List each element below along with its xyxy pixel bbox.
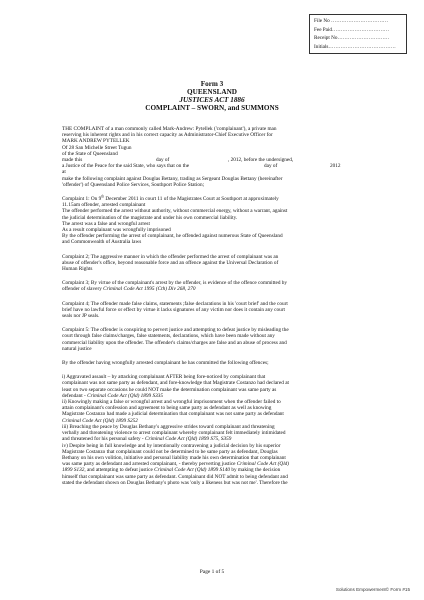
offences-intro: By the offender having wrongfully arrested complainant he has committed the following offences; xyxy=(62,360,269,367)
text-line: stated the defendant shown on Douglas Bethany's photo was 'only a likeness but was not me'. Therefore the xyxy=(62,479,288,486)
intro-paragraph xyxy=(62,126,360,188)
text-line: least on two separate occasions he could NOT make the determination complainant was same party as xyxy=(62,386,277,393)
text-line: iii) Breaching the peace by Douglas Bethany's aggressive strides toward complainant and threatening xyxy=(62,423,275,430)
complainant-address: Of 28 San Michelle Street Tugun xyxy=(62,144,132,151)
statute-citation: 1899 S132, xyxy=(62,467,86,474)
state-heading: QUEENSLAND xyxy=(187,88,237,96)
text-line: Human Rights xyxy=(62,266,93,273)
text-line: THE COMPLAINT of a man commonly called Mark-Andrew: Pytellek ('complainant'), a private man xyxy=(62,126,277,132)
text-line: Bethany on his own volition, initiative and personal liability made his own determination that complainant xyxy=(62,454,286,461)
year-label: 2012 xyxy=(330,163,341,170)
form-number: Form 3 xyxy=(200,80,224,88)
text-line: As a result complainant was wrongfully imprisoned xyxy=(62,227,171,234)
text-line: 1899 S132, and attempting to defeat justice Criminal Code Act (Qld) 1899 S140 by making the decision xyxy=(62,467,281,474)
statute-citation: Criminal Code Act (Qld) 1899 S140 xyxy=(154,467,231,474)
text-line: 'offender') of Queensland Police Services, Southport Police Station; xyxy=(62,181,205,188)
text-line: and threatened for his personal safety - Criminal Code Act (Qld) 1899 S75, S359 xyxy=(62,436,232,443)
document-body xyxy=(62,126,360,486)
offence-item xyxy=(62,374,360,399)
text-line: Complaint 3; By virtue of the complainant's arrest by the offender, is evidence of the offence committed by xyxy=(62,280,288,287)
complainant-name: MARK ANDREW PYTELLEK xyxy=(62,138,130,145)
day-of-label: day of xyxy=(156,157,170,164)
text-line: Magistrate Costanzo that complainant could not be determined to be same party as defendant, Douglas xyxy=(62,448,278,455)
text-line: 11.15am offender, arrested complainant xyxy=(62,202,146,209)
text-line: ii) Knowingly making a false or wrongful arrest and wrongful imprisonment when the offender failed to xyxy=(62,399,281,406)
text-line: reserving his inherent rights and in his correct capacity as Administrator-Chief Executive Officer for xyxy=(62,132,273,139)
act-heading: JUSTICES ACT 1886 xyxy=(179,96,245,104)
text-line: attain complainant's confession and agreement to being same party as defendant as well as knowing xyxy=(62,405,272,412)
text-line: himself that complainant was same party as defendant. Complainant did NOT admit to being defendant and xyxy=(62,473,288,480)
text-line: Complaint 5: The offender is conspiring to pervert justice and attempting to defeat justice by misleading the xyxy=(62,327,289,334)
complaint-4 xyxy=(62,301,360,320)
text-line: By the offender performing the arrest of complainant, he offended against numerous State of Queensland xyxy=(62,233,283,240)
page-number: Page 1 of 5 xyxy=(199,569,225,575)
text-line: offender of slavery Criminal Code Act 1995 (Cth) Div 268, 270 xyxy=(62,286,196,293)
text-line: The arrest was a false and wrongful arrest xyxy=(62,220,150,227)
complaint-3 xyxy=(62,280,360,292)
made-this-label: made this xyxy=(62,157,83,164)
text-line: abuse of offender's office, beyond reasonable force and an offence against the Universal Declaration of xyxy=(62,259,279,266)
text-line: Magistrate Costanzo had made a judicial determination that complainant was not same party as defendant xyxy=(62,411,284,418)
form-brand-footer: Solutions Empowerment© Form #15 xyxy=(335,587,410,592)
offence-date-row xyxy=(62,163,360,169)
receipt-no-field[interactable]: Receipt No………………………… xyxy=(314,35,390,42)
text-line: verbally and threatening violence to arrest complainant whereby complainant felt immediately intimidated xyxy=(62,430,286,437)
fee-paid-field[interactable]: Fee Paid…………………………… xyxy=(314,26,390,33)
statute-citation: Criminal Code Act 1995 (Cth) Div 268, 270 xyxy=(103,286,196,293)
text-line: court through false claims/charges, false statements, declarations, which have been made without any xyxy=(62,333,275,340)
document-title: COMPLAINT – SWORN, and SUMMONS xyxy=(145,104,279,112)
complaint-5 xyxy=(62,327,360,352)
text-line: make the following complaint against Douglas Bettany, trading as Sergeant Douglas Bettany (hereinafter xyxy=(62,175,283,182)
offences-list xyxy=(62,374,360,486)
text-line: natural justice xyxy=(62,345,92,352)
complaint-2 xyxy=(62,254,360,273)
statute-citation: Criminal Code Act (Qld) 1899 S252 xyxy=(62,417,138,424)
text-line: Complaint 2; The aggressive manner in which the offender performed the arrest of complainant was an xyxy=(62,253,279,260)
offence-item xyxy=(62,443,360,486)
text-line: defendant - Criminal Code Act (Qld) 1899 S335 xyxy=(62,392,163,399)
file-no-field[interactable]: File No …………………………… xyxy=(314,18,389,24)
text-line: and Commonwealth of Australia laws xyxy=(62,239,142,246)
year-label: , 2012, before the undersigned, xyxy=(228,157,294,164)
text-line: Complaint 4; The offender made false claims, statements ;false declarations in his 'court brief' and the court xyxy=(62,300,288,307)
day-of-label: day of xyxy=(264,163,278,170)
office-use-box xyxy=(309,14,407,54)
initials-field[interactable]: Initials………………………………… xyxy=(314,43,396,50)
text-line: commercial liability upon the offender. The offender's claims/charges are false and an abuse of process and xyxy=(62,339,287,346)
statute-citation: Criminal Code Act (Qld) 1899 S335 xyxy=(87,392,163,399)
complaint-1 xyxy=(62,196,360,246)
text-line: seals nor JP seals. xyxy=(62,313,100,320)
text-line: the judicial determination of the magistrate and under his own commercial liability. xyxy=(62,214,238,221)
text-line: of the State of Queensland xyxy=(62,150,118,157)
text-line: brief have no lawful force or effect by virtue it lacks signatures of any victim nor does it contain any court xyxy=(62,306,285,313)
at-label: at xyxy=(62,169,66,176)
statute-citation: Criminal Code Act (Qld) 1899 S75, S359 xyxy=(144,436,232,443)
text-line: a Justice of the Peace for the said State, who says that on the xyxy=(62,163,190,170)
offence-item xyxy=(62,424,360,443)
offence-item xyxy=(62,399,360,424)
text-line: The offender performed the arrest without authority, without commercial energy, without a warrant, against xyxy=(62,208,288,215)
text-line: was same party as defendant and arrested complainant, - thereby perverting justice Criminal Code Act (Qld) xyxy=(62,461,290,468)
text-line: Complaint 1: On 9th December 2011 in court 11 of the Magistrates Court at Southport at approximately xyxy=(62,194,279,202)
text-line: iv) Despite being in full knowledge and by intentionally contravening a judicial decision by his superior xyxy=(62,442,281,449)
statute-citation: Criminal Code Act (Qld) xyxy=(236,461,290,468)
text-line: complainant was not same party as defendant, and fore-knowledge that Magistrate Costanzo had declared at xyxy=(62,380,289,387)
text-line: i) Aggravated assault – by attacking complainant AFTER being fore-noticed by complainant that xyxy=(62,374,266,381)
